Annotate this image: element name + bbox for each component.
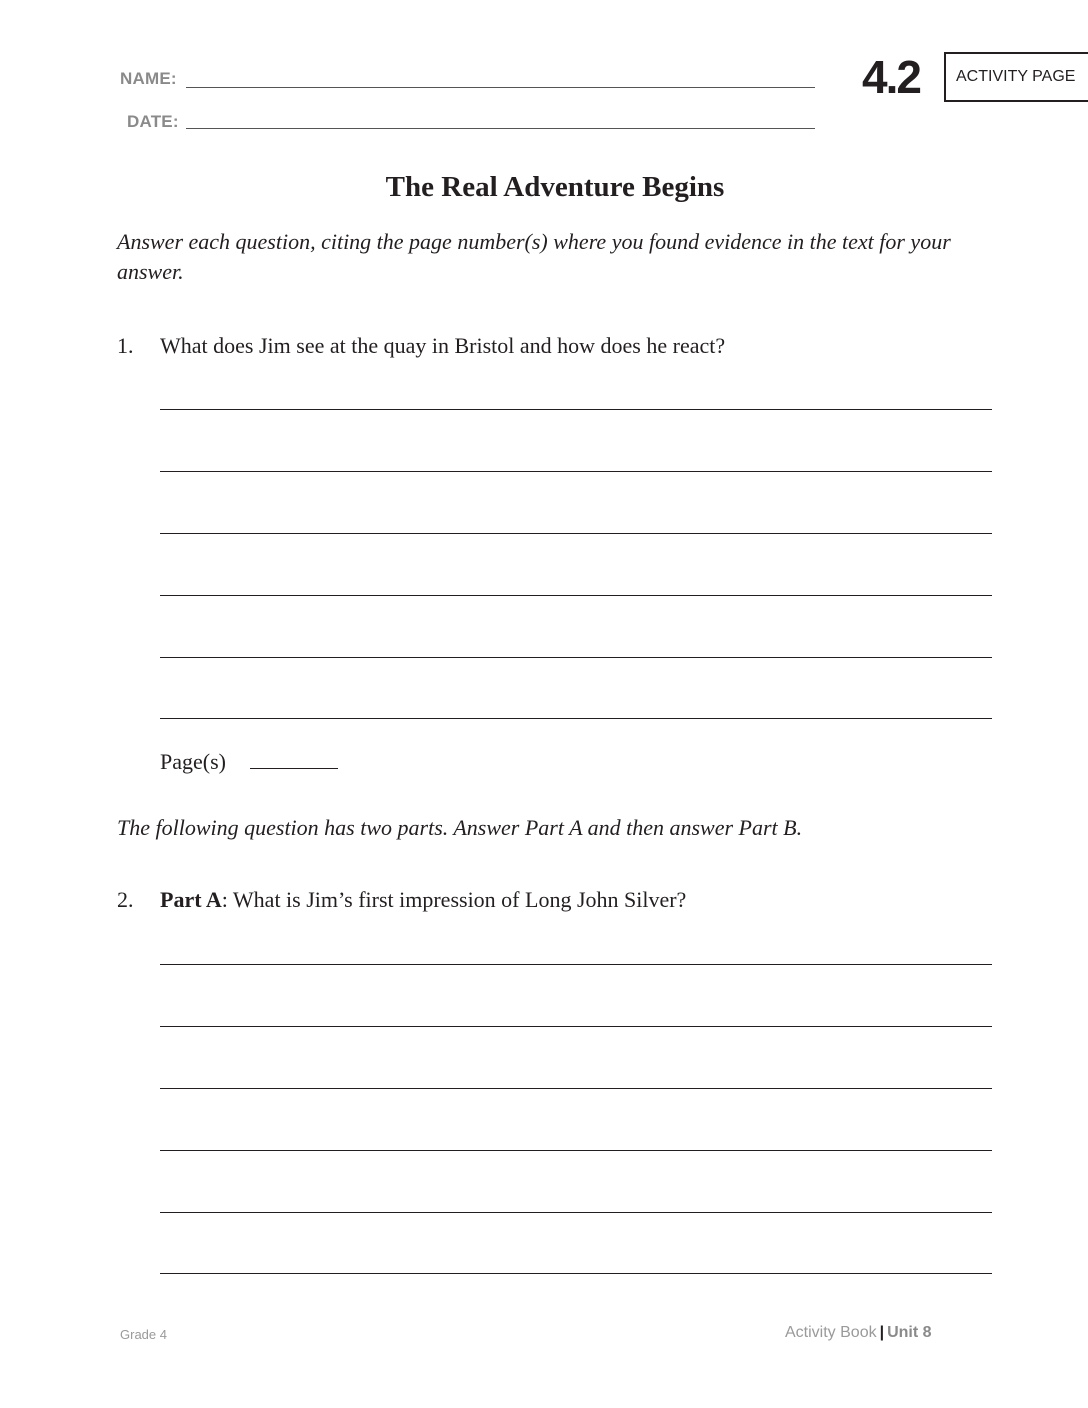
answer-line-1-4[interactable]	[160, 595, 992, 596]
footer-book: Activity Book	[785, 1324, 877, 1341]
answer-line-2-1[interactable]	[160, 964, 992, 965]
question-1-number: 1.	[117, 333, 134, 358]
footer-grade: Grade 4	[120, 1327, 167, 1342]
instructions: Answer each question, citing the page number(s) where you found evidence in the text for your answer.	[117, 229, 951, 284]
page-title: The Real Adventure Begins	[385, 171, 725, 203]
activity-page-label: ACTIVITY PAGE	[956, 68, 1076, 85]
date-field[interactable]	[186, 128, 815, 129]
answer-line-1-5[interactable]	[160, 657, 992, 658]
answer-line-2-5[interactable]	[160, 1212, 992, 1213]
name-label: NAME:	[120, 69, 177, 88]
activity-page-badge	[944, 52, 1088, 102]
answer-line-2-3[interactable]	[160, 1088, 992, 1089]
answer-line-2-2[interactable]	[160, 1026, 992, 1027]
question-2-text	[160, 887, 686, 913]
pages-label: Page(s)	[160, 749, 226, 774]
answer-line-1-2[interactable]	[160, 471, 992, 472]
answer-line-1-6[interactable]	[160, 718, 992, 719]
date-label: DATE:	[127, 112, 179, 131]
pages-field[interactable]	[250, 768, 338, 769]
footer-book-unit	[785, 1324, 932, 1342]
name-field[interactable]	[186, 87, 815, 88]
question-2-prompt: : What is Jim’s first impression of Long John Silver?	[221, 887, 687, 912]
question-2-number: 2.	[117, 887, 134, 912]
question-1-text: What does Jim see at the quay in Bristol and how does he react?	[160, 333, 726, 358]
answer-line-2-6[interactable]	[160, 1273, 992, 1274]
answer-line-2-4[interactable]	[160, 1150, 992, 1151]
footer-separator: |	[879, 1324, 885, 1341]
page-number: 4.2	[862, 51, 920, 103]
answer-line-1-3[interactable]	[160, 533, 992, 534]
two-part-note: The following question has two parts. Answer Part A and then answer Part B.	[117, 815, 803, 840]
part-a-label: Part A	[160, 887, 222, 912]
footer-unit: Unit 8	[887, 1324, 932, 1341]
answer-line-1-1[interactable]	[160, 409, 992, 410]
